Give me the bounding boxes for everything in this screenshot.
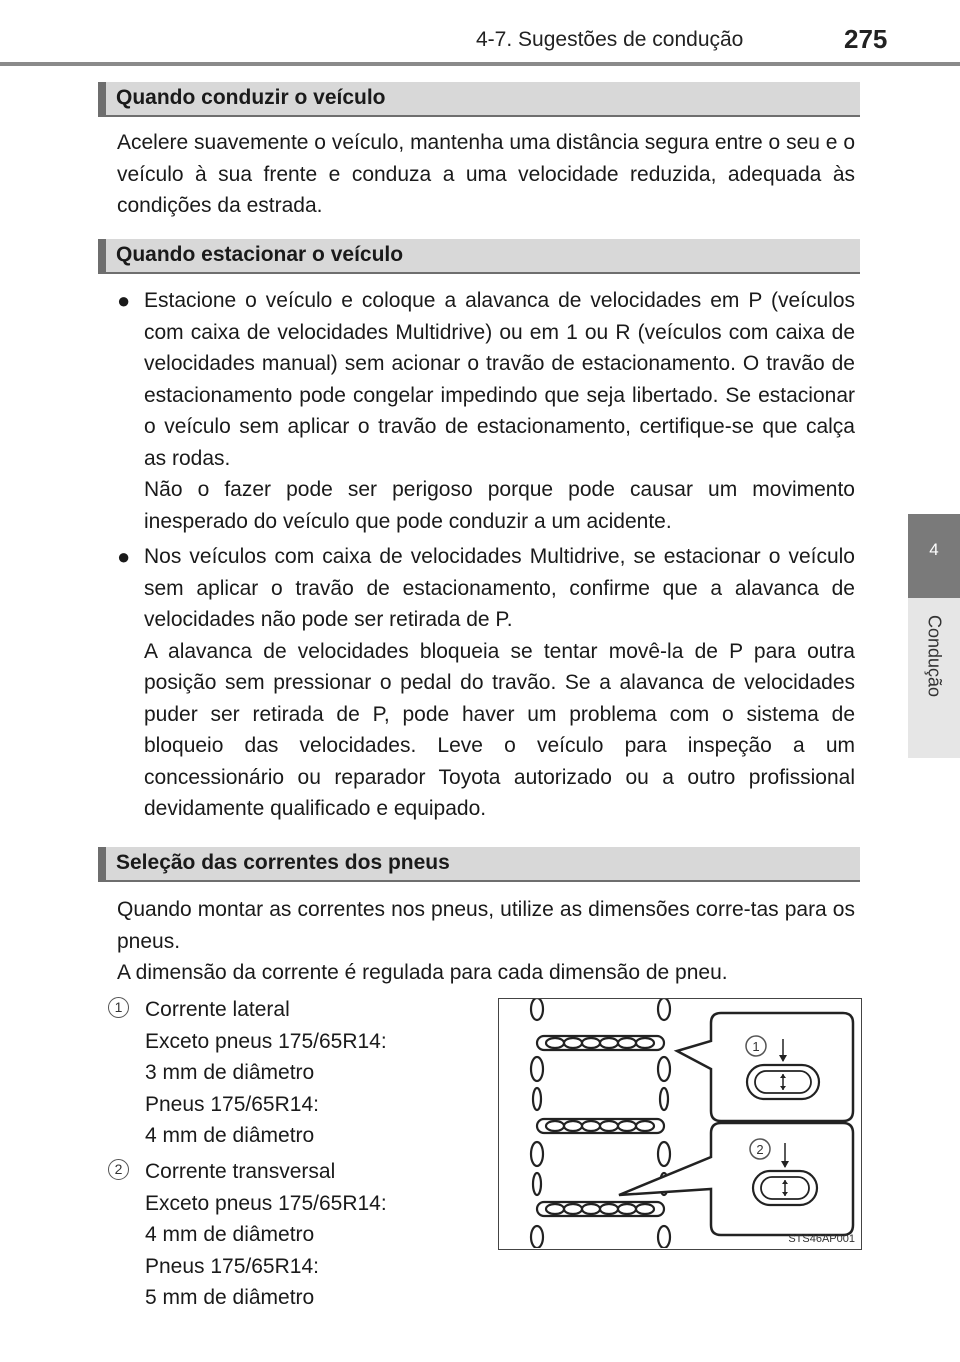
chapter-tab-label: Condução [924, 614, 945, 698]
section-paragraph-line: Quando montar as correntes nos pneus, utilize as dimensões corre-tas para os pneus. [117, 898, 855, 953]
bullet-text: Nos veículos com caixa de velocidades Multidrive, se estacionar o veículo sem aplicar o travão de estacionamento, confirme que a alavanca de velocidades não pode ser retirada de P. [144, 545, 855, 631]
section-paragraph: Acelere suavemente o veículo, mantenha uma distância segura entre o seu e o veículo à sua frente e conduza a uma velocidade reduzida, adequada às condições da estrada. [117, 131, 855, 217]
bullet-text: Estacione o veículo e coloque a alavanca de velocidades em P (veículos com caixa de velocidades Multidrive) ou em 1 ou R (veículos com caixa de velocidades manual) sem acionar o travão de estacionamento. O travão de estacionamento pode congelar impedindo que seja libertado. Se estacionar o veículo sem aplicar o travão de estacionamento, certifique-se que calça as rodas. [144, 289, 855, 470]
bullet-item [117, 285, 855, 537]
tire-chain-illustration [499, 999, 860, 1248]
item-line: 4 mm de diâmetro [145, 1124, 315, 1147]
bullet-icon: ● [117, 288, 131, 313]
section-heading: Quando estacionar o veículo [116, 243, 404, 266]
callout-number-1: 1 [752, 1039, 760, 1054]
callout-number-2: 2 [756, 1142, 764, 1157]
chain-spec-item [145, 994, 387, 1152]
tire-chain-figure [498, 998, 862, 1250]
item-number-badge: 2 [108, 1159, 129, 1180]
item-number-badge: 1 [108, 997, 129, 1018]
section-heading-bar [98, 239, 860, 274]
chapter-tab-number: 4 [929, 540, 939, 559]
item-line: Corrente lateral [145, 998, 290, 1021]
item-line: 4 mm de diâmetro [145, 1223, 315, 1246]
section-heading: Quando conduzir o veículo [116, 86, 386, 109]
item-line: Pneus 175/65R14: [145, 1254, 319, 1278]
bullet-item [117, 541, 855, 825]
bullet-icon: ● [117, 544, 131, 569]
section-heading-bar [98, 847, 860, 882]
item-line: 3 mm de diâmetro [145, 1061, 315, 1084]
bullet-note: Não o fazer pode ser perigoso porque pode causar um movimento inesperado do veículo que pode conduzir a um acidente. [144, 478, 855, 533]
item-line: 5 mm de diâmetro [145, 1286, 315, 1309]
header-divider [0, 62, 960, 66]
page-number: 275 [844, 24, 888, 54]
item-line: Exceto pneus 175/65R14: [145, 1029, 387, 1053]
figure-code: STS46AP001 [788, 1233, 855, 1245]
item-line: Exceto pneus 175/65R14: [145, 1191, 387, 1215]
section-heading-bar [98, 82, 860, 117]
item-line: Corrente transversal [145, 1160, 336, 1183]
section-paragraph [117, 894, 855, 989]
item-line: Pneus 175/65R14: [145, 1092, 319, 1116]
bullet-note: A alavanca de velocidades bloqueia se tentar movê-la de P para outra posição sem pressionar o pedal do travão. Se a alavanca de velocidades puder ser retirada de P, pode haver um problema com o sistema de bloqueio das velocidades. Leve o veículo para inspeção a um concessionário ou reparador Toyota autorizado ou a outro profissional devidamente qualificado e equipado. [144, 639, 855, 820]
section-paragraph-line: A dimensão da corrente é regulada para cada dimensão de pneu. [117, 961, 728, 984]
callout-box-2-icon [619, 1123, 853, 1235]
section-heading: Seleção das correntes dos pneus [116, 851, 450, 874]
chain-spec-item [145, 1156, 387, 1314]
running-header-section: 4-7. Sugestões de condução [476, 28, 744, 51]
